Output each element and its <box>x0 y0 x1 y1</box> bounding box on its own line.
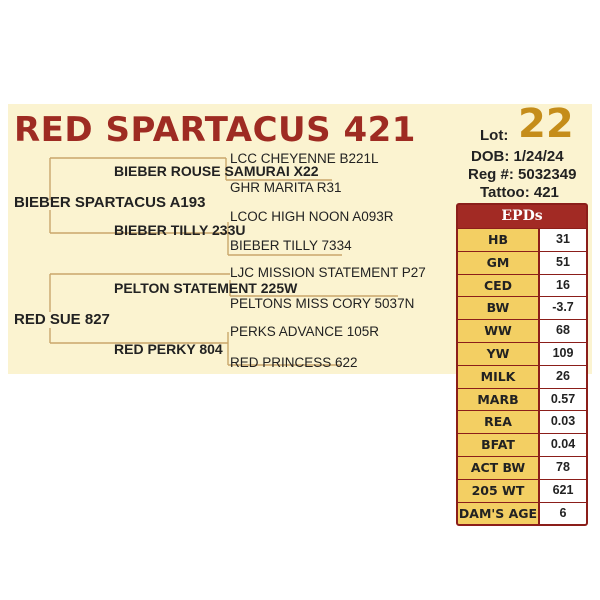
epd-value: 78 <box>540 457 586 479</box>
epd-value: 0.03 <box>540 411 586 433</box>
epd-value: 109 <box>540 343 586 365</box>
lot-label: Lot: <box>480 127 509 144</box>
registration-number: Reg #: 5032349 <box>468 166 577 183</box>
epd-row <box>458 366 586 388</box>
epd-row <box>458 503 586 525</box>
epd-row <box>458 457 586 479</box>
sire-name: BIEBER SPARTACUS A193 <box>14 194 206 211</box>
epd-label: 205 WT <box>458 480 538 502</box>
dam-dam-name: RED PERKY 804 <box>114 341 223 357</box>
dam-name: RED SUE 827 <box>14 311 110 328</box>
epd-label: YW <box>458 343 538 365</box>
lot-number: 22 <box>518 101 574 147</box>
epd-value: 68 <box>540 320 586 342</box>
epd-row <box>458 434 586 456</box>
epd-label: MARB <box>458 389 538 411</box>
epd-row <box>458 252 586 274</box>
sire-dam-sire-name: LCOC HIGH NOON A093R <box>230 209 394 224</box>
dam-sire-dam-name: PELTONS MISS CORY 5037N <box>230 296 415 311</box>
epd-value: 31 <box>540 229 586 251</box>
epd-label: REA <box>458 411 538 433</box>
epd-value: 621 <box>540 480 586 502</box>
sire-sire-name: BIEBER ROUSE SAMURAI X22 <box>114 163 319 179</box>
epd-rows <box>458 229 586 524</box>
epd-row <box>458 343 586 365</box>
epd-row <box>458 275 586 297</box>
epd-value: 16 <box>540 275 586 297</box>
dob-text: DOB: 1/24/24 <box>471 148 564 165</box>
epd-row <box>458 411 586 433</box>
epd-label: MILK <box>458 366 538 388</box>
epd-label: ACT BW <box>458 457 538 479</box>
dam-sire-sire-name: LJC MISSION STATEMENT P27 <box>230 265 426 280</box>
epd-row <box>458 389 586 411</box>
epd-value: 6 <box>540 503 586 525</box>
epd-value: 0.04 <box>540 434 586 456</box>
epd-value: 26 <box>540 366 586 388</box>
epd-label: GM <box>458 252 538 274</box>
epd-value: -3.7 <box>540 297 586 319</box>
sire-sire-sire-name: LCC CHEYENNE B221L <box>230 151 379 166</box>
epd-value: 0.57 <box>540 389 586 411</box>
sire-dam-name: BIEBER TILLY 233U <box>114 222 246 238</box>
epd-value: 51 <box>540 252 586 274</box>
tattoo-text: Tattoo: 421 <box>480 184 559 201</box>
epd-row <box>458 320 586 342</box>
epd-label: BFAT <box>458 434 538 456</box>
epd-label: BW <box>458 297 538 319</box>
epd-label: HB <box>458 229 538 251</box>
sire-sire-dam-name: GHR MARITA R31 <box>230 180 342 195</box>
dam-dam-dam-name: RED PRINCESS 622 <box>230 355 358 370</box>
epd-row <box>458 229 586 251</box>
epd-label: DAM'S AGE <box>458 503 538 525</box>
animal-name-title: RED SPARTACUS 421 <box>14 110 416 150</box>
epd-label: CED <box>458 275 538 297</box>
epd-table-header: EPDs <box>458 205 586 228</box>
sire-dam-dam-name: BIEBER TILLY 7334 <box>230 238 352 253</box>
epd-row <box>458 297 586 319</box>
epd-table <box>456 203 588 526</box>
epd-label: WW <box>458 320 538 342</box>
dam-sire-name: PELTON STATEMENT 225W <box>114 280 298 296</box>
dam-dam-sire-name: PERKS ADVANCE 105R <box>230 324 380 339</box>
epd-row <box>458 480 586 502</box>
